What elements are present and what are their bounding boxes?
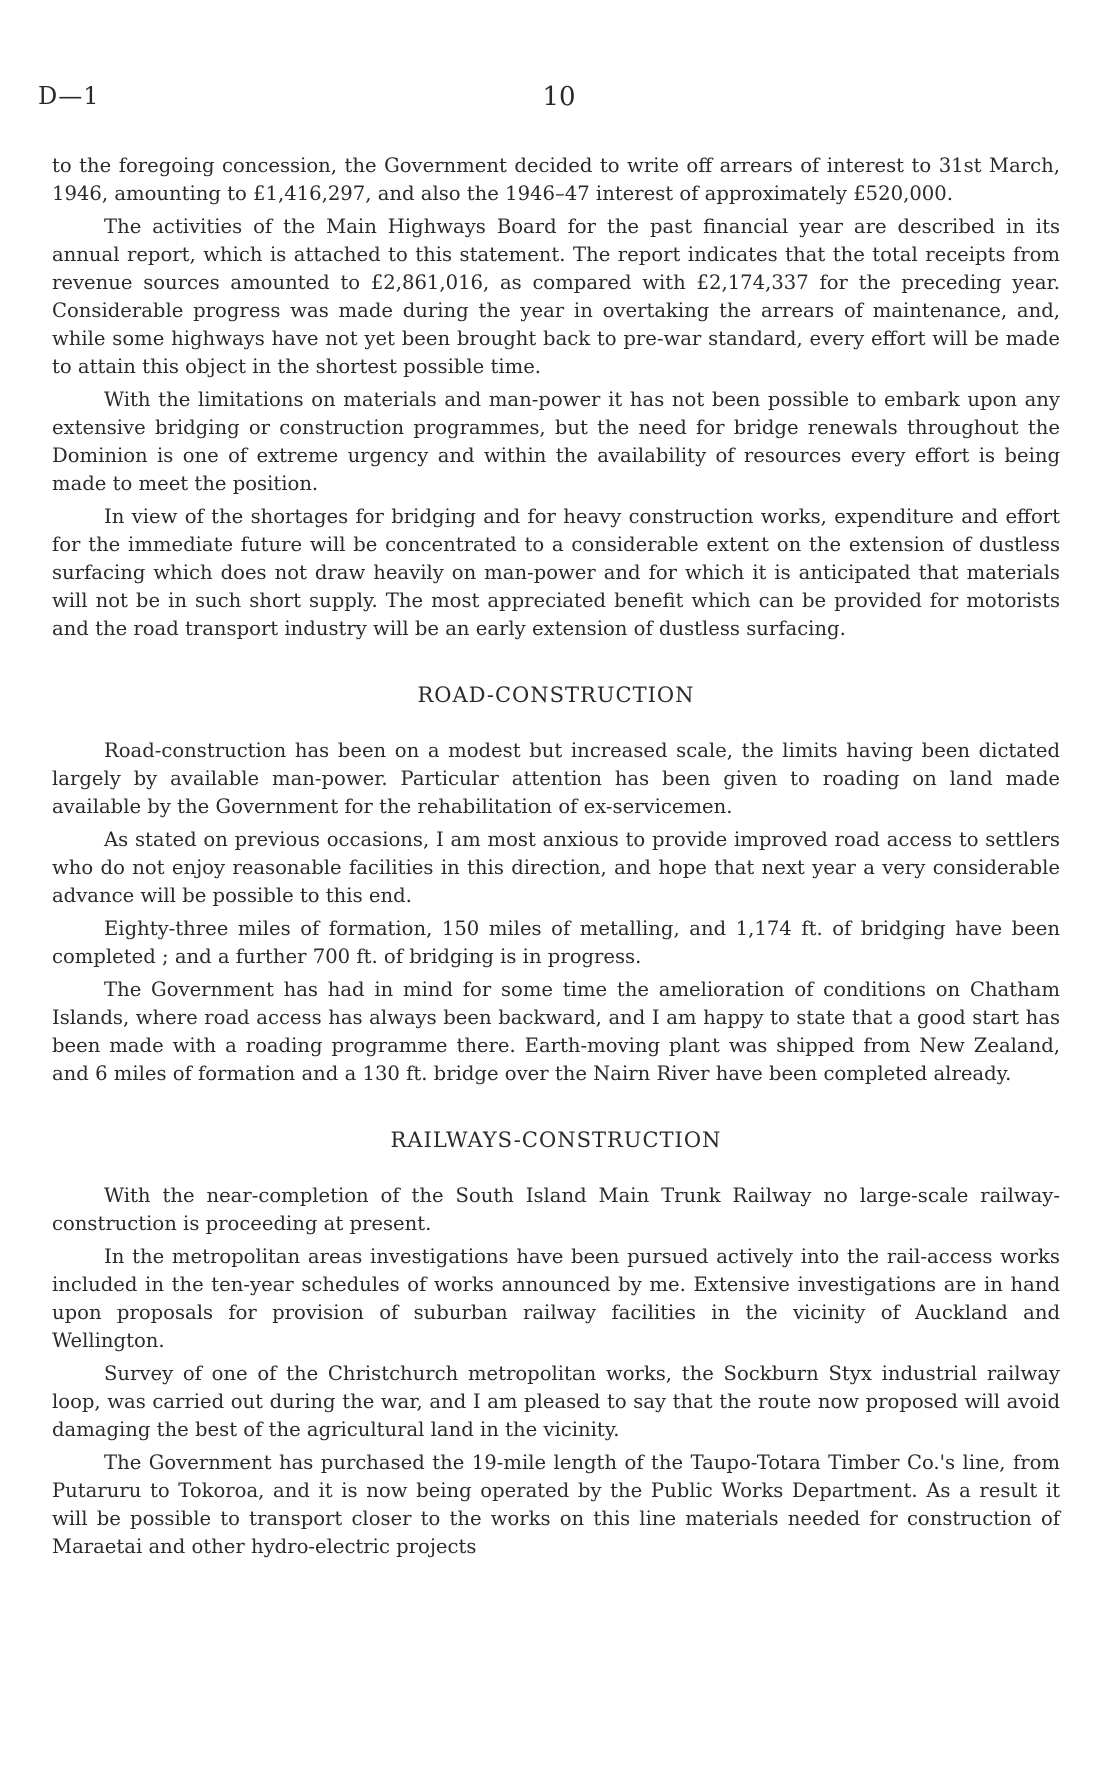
paragraph: Eighty-three miles of formation, 150 miles of metalling, and 1,174 ft. of bridging have been completed ; and a further 700 ft. of bridging is in progress. (52, 917, 1060, 968)
paragraph: Road-construction has been on a modest but increased scale, the limits having been dictated largely by available man-power. Particular attention has been given to roading on land made available by the Government for the rehabilitation of ex-servicemen. (52, 739, 1060, 818)
paragraph: The activities of the Main Highways Board for the past financial year are described in its annual report, which is attached to this statement. The report indicates that the total receipts from revenue sources amounted to £2,861,016, as compared with £2,174,337 for the preceding year. Considerable progress was made during the year in overtaking the arrears of maintenance, and, while some highways have not yet been brought back to pre-war standard, every effort will be made to attain this object in the shortest possible time. (52, 215, 1060, 378)
paragraph: With the near-completion of the South Island Main Trunk Railway no large-scale railway-construction is proceeding at present. (52, 1184, 1060, 1235)
paragraph: As stated on previous occasions, I am most anxious to provide improved road access to settlers who do not enjoy reasonable facilities in this direction, and hope that next year a very considerable advance will be possible to this end. (52, 828, 1060, 907)
paragraph: to the foregoing concession, the Government decided to write off arrears of interest to 31st March, 1946, amounting to £1,416,297, and also the 1946–47 interest of approximately £520,000. (52, 154, 1060, 205)
paragraph: In view of the shortages for bridging and for heavy construction works, expenditure and effort for the immediate future will be concentrated to a considerable extent on the extension of dustless surfacing which does not draw heavily on man-power and for which it is anticipated that materials will not be in such short supply. The most appreciated benefit which can be provided for motorists and the road transport industry will be an early extension of dustless surfacing. (52, 505, 1060, 640)
document-reference: D—1 (38, 82, 100, 110)
page-number: 10 (542, 82, 576, 112)
paragraph: With the limitations on materials and man-power it has not been possible to embark upon any extensive bridging or construction programmes, but the need for bridge renewals throughout the Dominion is one of extreme urgency and within the availability of resources every effort is being made to meet the position. (52, 388, 1060, 495)
page-header (38, 82, 1080, 122)
body-text (52, 152, 1060, 1566)
section-heading-railways-construction: RAILWAYS-CONSTRUCTION (390, 1128, 722, 1152)
paragraph: The Government has purchased the 19-mile length of the Taupo-Totara Timber Co.'s line, from Putaruru to Tokoroa, and it is now being operated by the Public Works Department. As a result it will be possible to transport closer to the works on this line materials needed for construction of Maraetai and other hydro-electric projects (52, 1451, 1060, 1558)
paragraph: The Government has had in mind for some time the amelioration of conditions on Chatham Islands, where road access has always been backward, and I am happy to state that a good start has been made with a roading programme there. Earth-moving plant was shipped from New Zealand, and 6 miles of formation and a 130 ft. bridge over the Nairn River have been completed already. (52, 978, 1060, 1085)
paragraph: In the metropolitan areas investigations have been pursued actively into the rail-access works included in the ten-year schedules of works announced by me. Extensive investigations are in hand upon proposals for provision of suburban railway facilities in the vicinity of Auckland and Wellington. (52, 1245, 1060, 1352)
paragraph: Survey of one of the Christchurch metropolitan works, the Sockburn Styx industrial railway loop, was carried out during the war, and I am pleased to say that the route now proposed will avoid damaging the best of the agricultural land in the vicinity. (52, 1362, 1060, 1441)
section-heading-road-construction: ROAD-CONSTRUCTION (417, 683, 695, 707)
